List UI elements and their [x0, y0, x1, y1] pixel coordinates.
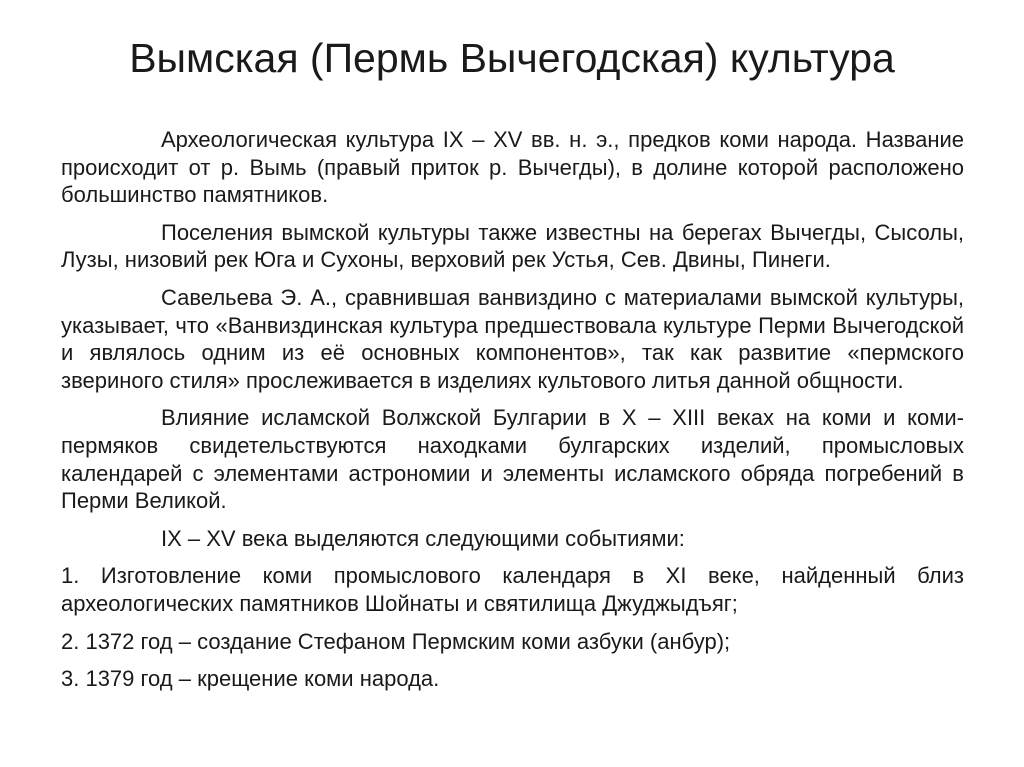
event-item-3: 3. 1379 год – крещение коми народа.	[61, 666, 440, 692]
event-item-2: 2. 1372 год – создание Стефаном Пермским коми азбуки (анбур);	[61, 628, 731, 654]
event-item-1: 1. Изготовление коми промыслового календаря в XI веке, найденный близ археологических памятников Шойнаты и святилища Джуджыдъяг;	[61, 563, 964, 616]
slide-title: Вымская (Пермь Вычегодская) культура	[129, 35, 895, 81]
paragraph-intro: Археологическая культура IX – XV вв. н. э., предков коми народа. Название происходит от р. Вымь (правый приток р. Вычегды), в долине которой расположено большинство памятников.	[61, 127, 964, 208]
slide-body	[61, 126, 964, 703]
paragraph-events-intro: IX – XV века выделяются следующими событиями:	[161, 525, 685, 551]
paragraph-savelyeva: Савельева Э. А., сравнившая ванвиздино с материалами вымской культуры, указывает, что «Ванвиздинская культура предшествовала культуре Перми Вычегодской и являлось одним из её основных компонентов», так как развитие «пермского звериного стиля» прослеживается в изделиях культового литья данной общности.	[61, 284, 964, 393]
paragraph-bulgaria-influence: Влияние исламской Волжской Булгарии в X – XIII веках на коми и коми-пермяков свидетельствуются находками булгарских изделий, промысловых календарей с элементами астрономии и элементы исламского обряда погребений в Перми Великой.	[61, 405, 964, 514]
paragraph-settlements: Поселения вымской культуры также известны на берегах Вычегды, Сысолы, Лузы, низовий рек Юга и Сухоны, верховий рек Устья, Сев. Двины, Пинеги.	[61, 219, 964, 273]
